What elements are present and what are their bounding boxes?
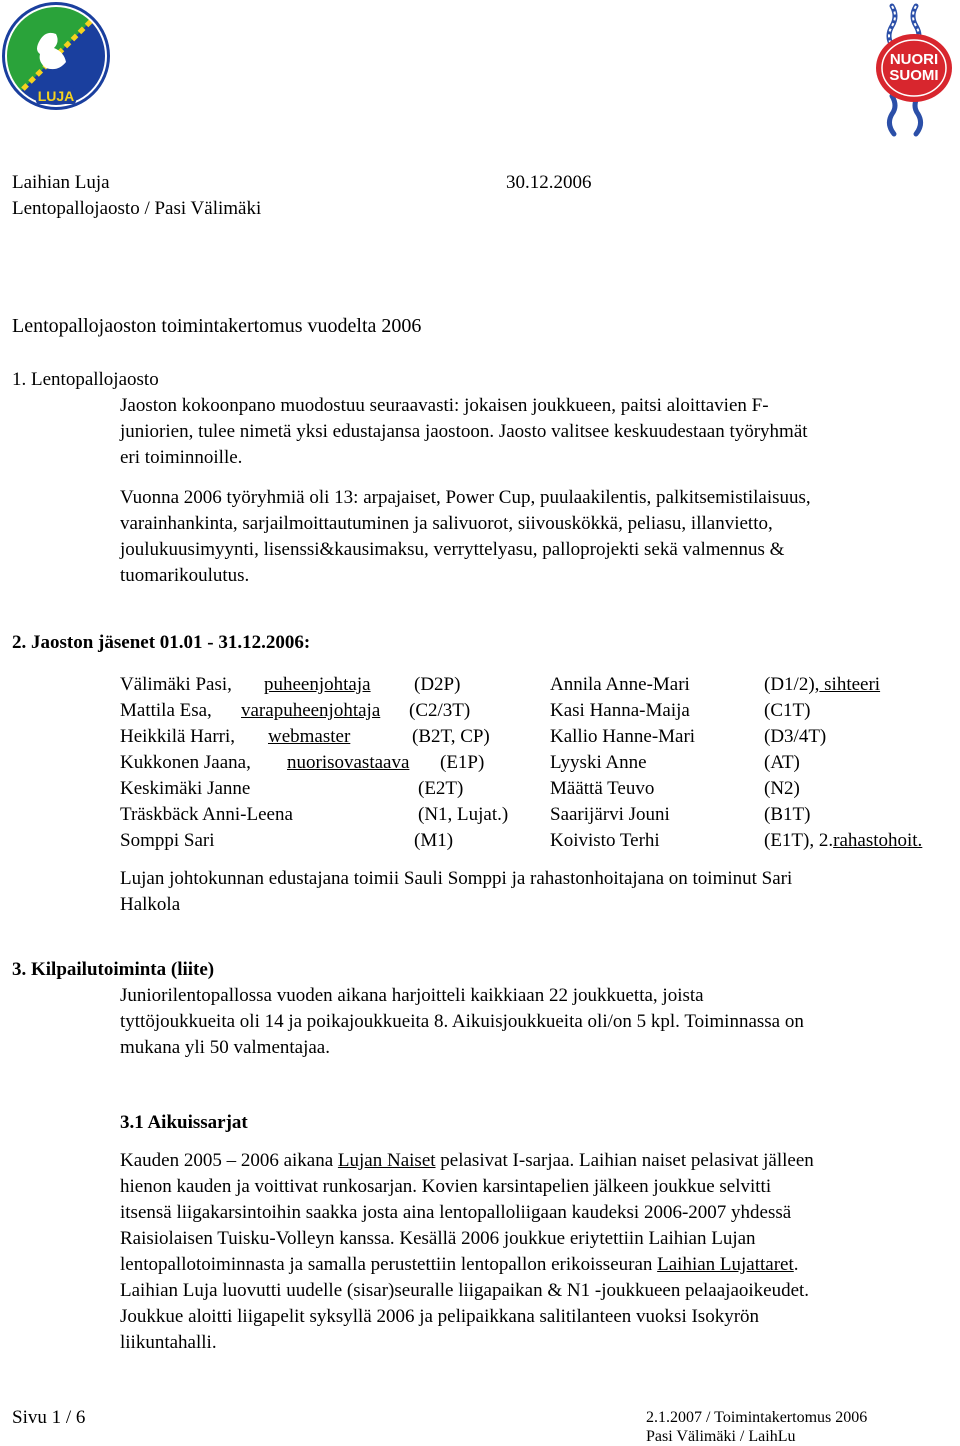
s1-p1-line: juniorien, tulee nimetä yksi edustajansa jaostoon. Jaosto valitsee keskuudestaan työryhmät: [120, 421, 808, 442]
footer-author: Pasi Välimäki / LaihLu: [646, 1428, 796, 1445]
s2-note-line: Halkola: [120, 894, 181, 915]
s1-p2-line: varainhankinta, sarjailmoittautuminen ja salivuorot, siivouskökkä, peliasu, illanvietto,: [120, 513, 773, 534]
nuori-text: NUORI: [889, 51, 939, 68]
member-name: Kasi Hanna-Maija: [550, 700, 690, 721]
s3-1-line: Laihian Luja luovutti uudelle (sisar)seuralle liigapaikan & N1 -joukkueen pelaajaoikeudet.: [120, 1280, 810, 1301]
section-1-heading: 1. Lentopallojaosto: [12, 369, 159, 390]
s3-1-line: itsensä liigakarsintoihin saakka josta aina lentopalloliigaan kaudeksi 2006-2007 yhdessä: [120, 1202, 792, 1223]
member-name: Träskbäck Anni-Leena: [120, 804, 293, 825]
member-code: [764, 828, 922, 854]
s3-1-line: hienon kauden ja voittivat runkosarjan. Kovien karsintapelien jälkeen joukkue selvitti: [120, 1176, 772, 1197]
member-name: Kukkonen Jaana,: [120, 752, 251, 773]
luja-club-logo: [0, 0, 112, 118]
member-code: (B2T, CP): [412, 726, 490, 747]
header-org: Laihian Luja: [12, 172, 110, 193]
footer-page-number: Sivu 1 / 6: [12, 1407, 86, 1428]
s3-p1-line: tyttöjoukkueita oli 14 ja poikajoukkueita 8. Aikuisjoukkueita oli/on 5 kpl. Toiminnassa on: [120, 1011, 804, 1032]
member-code: (C1T): [764, 700, 811, 721]
text-run: pelasivat I-sarjaa. Laihian naiset pelasivat jälleen: [435, 1150, 814, 1171]
member-code: (D2P): [414, 674, 461, 695]
member-name: Heikkilä Harri,: [120, 726, 236, 747]
member-code-value: (E1T), 2.: [764, 830, 834, 851]
member-code: [764, 672, 880, 698]
s2-note-line: Lujan johtokunnan edustajana toimii Sauli Somppi ja rahastonhoitajana on toiminut Sari: [120, 868, 793, 889]
member-code: (E1P): [440, 752, 485, 773]
s3-1-line: [120, 1252, 799, 1278]
member-code: (C2/3T): [409, 700, 471, 721]
text-run: .: [793, 1254, 799, 1275]
nuori-suomi-logo: [872, 0, 956, 138]
s3-p1-line: Juniorilentopallossa vuoden aikana harjoitteli kaikkiaan 22 joukkuetta, joista: [120, 985, 704, 1006]
header-date: 30.12.2006: [506, 172, 592, 193]
header-section: Lentopallojaosto / Pasi Välimäki: [12, 198, 262, 219]
s3-1-line: Joukkue aloitti liigapelit syksyllä 2006 ja pelipaikkana salitilanteen vuoksi Isokyrön: [120, 1306, 760, 1327]
member-code: (B1T): [764, 804, 811, 825]
section-2-heading: 2. Jaoston jäsenet 01.01 - 31.12.2006:: [12, 632, 311, 653]
suomi-text: SUOMI: [889, 67, 939, 84]
s3-1-line: liikuntahalli.: [120, 1332, 217, 1353]
s1-p2-line: tuomarikoulutus.: [120, 565, 250, 586]
luja-logo-text: LUJA: [37, 88, 75, 104]
member-role: rahastohoit.: [833, 830, 923, 851]
member-name: Somppi Sari: [120, 830, 215, 851]
laihian-lujattaret-link[interactable]: Laihian Lujattaret: [657, 1254, 794, 1275]
text-run: Kauden 2005 – 2006 aikana: [120, 1150, 338, 1171]
subsection-3-1-heading: 3.1 Aikuissarjat: [120, 1112, 248, 1133]
s1-p1-line: eri toiminnoille.: [120, 447, 243, 468]
s3-1-line: [120, 1148, 814, 1174]
member-code-value: (D1/2),: [764, 674, 820, 695]
member-role: webmaster: [268, 726, 351, 747]
member-name: Koivisto Terhi: [550, 830, 660, 851]
member-code: (D3/4T): [764, 726, 827, 747]
member-name: Välimäki Pasi,: [120, 674, 232, 695]
member-role: nuorisovastaava: [287, 752, 410, 773]
member-code: (E2T): [418, 778, 464, 799]
member-role: puheenjohtaja: [264, 674, 371, 695]
member-role: varapuheenjohtaja: [241, 700, 381, 721]
member-name: Keskimäki Janne: [120, 778, 251, 799]
member-name: Annila Anne-Mari: [550, 674, 690, 695]
lujan-naiset-link[interactable]: Lujan Naiset: [337, 1150, 436, 1171]
member-code: (M1): [414, 830, 454, 851]
s1-p2-line: joulukuusimyynti, lisenssi&kausimaksu, verryttelyasu, palloprojekti sekä valmennus &: [120, 539, 785, 560]
member-code: (N2): [764, 778, 800, 799]
member-name: Saarijärvi Jouni: [550, 804, 670, 825]
member-code: (AT): [764, 752, 800, 773]
member-name: Kallio Hanne-Mari: [550, 726, 696, 747]
document-title: Lentopallojaoston toimintakertomus vuodelta 2006: [12, 315, 422, 337]
s1-p1-line: Jaoston kokoonpano muodostuu seuraavasti: jokaisen joukkueen, paitsi aloittavien F-: [120, 395, 769, 416]
member-name: Mattila Esa,: [120, 700, 212, 721]
member-code: (N1, Lujat.): [418, 804, 509, 825]
section-3-heading: 3. Kilpailutoiminta (liite): [12, 959, 215, 980]
s3-1-line: Raisiolaisen Tuisku-Volleyn kanssa. Kesällä 2006 joukkue eriytettiin Laihian Lujan: [120, 1228, 756, 1249]
member-role: sihteeri: [819, 674, 881, 695]
text-run: lentopallotoiminnasta ja samalla perustettiin lentopallon erikoisseuran: [120, 1254, 658, 1275]
footer-date-title: 2.1.2007 / Toimintakertomus 2006: [646, 1409, 868, 1426]
s3-p1-line: mukana yli 50 valmentajaa.: [120, 1037, 330, 1058]
s1-p2-line: Vuonna 2006 työryhmiä oli 13: arpajaiset, Power Cup, puulaakilentis, palkitsemistilaisuus,: [120, 487, 811, 508]
member-name: Määttä Teuvo: [550, 778, 655, 799]
member-name: Lyyski Anne: [550, 752, 647, 773]
